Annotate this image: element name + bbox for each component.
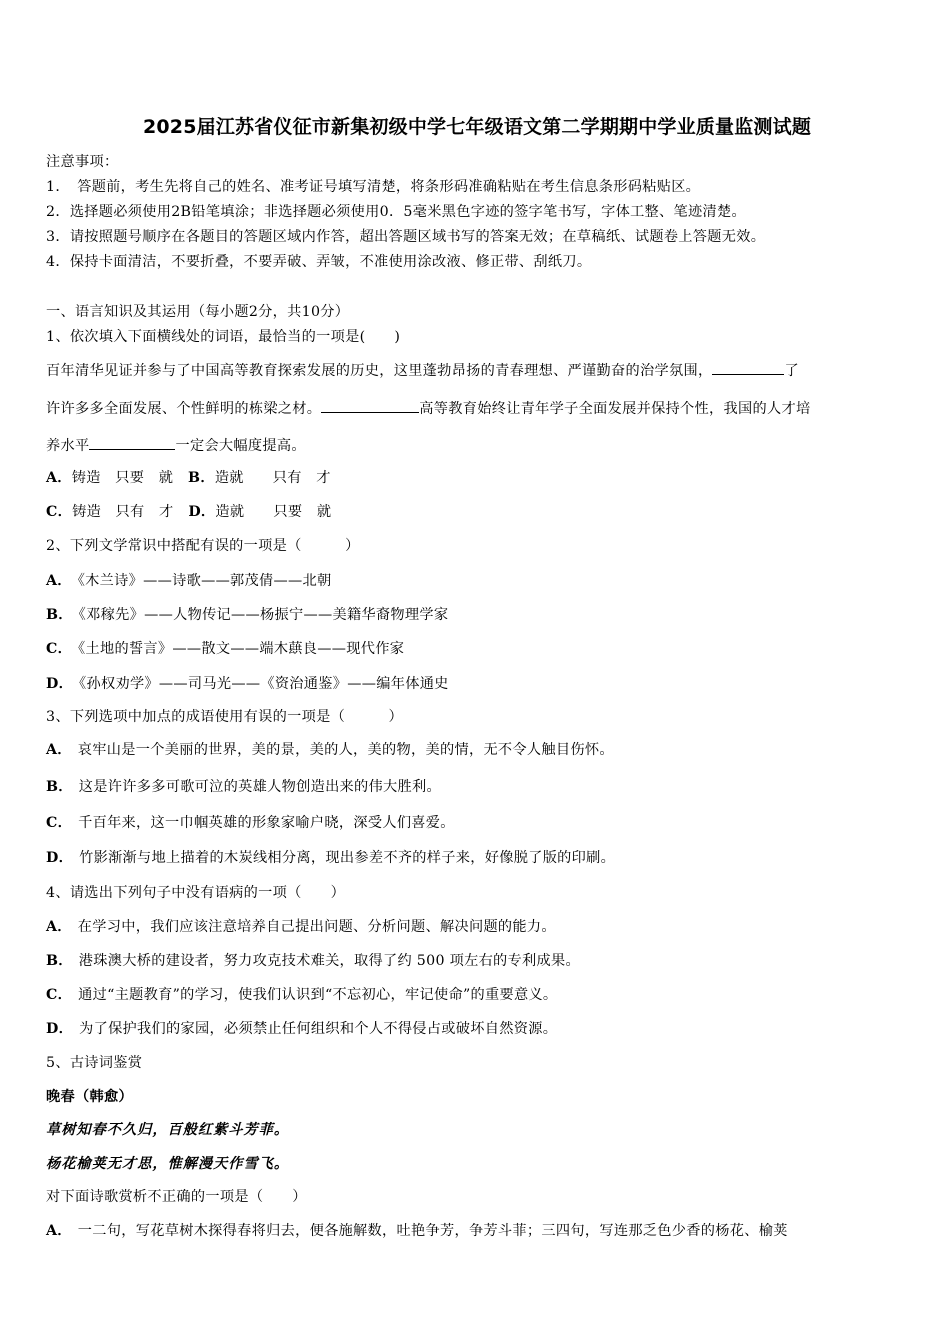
option-label: B． [46, 779, 73, 795]
question-4-option-c [46, 985, 557, 1005]
question-2-option-d [46, 674, 449, 694]
option-label: C． [46, 987, 73, 1003]
blank-2 [321, 398, 419, 413]
option-text: 为了保护我们的家园，必须禁止任何组织和个人不得侵占或破坏自然资源。 [79, 1021, 558, 1037]
option-label: D． [46, 850, 74, 866]
question-3-option-d [46, 848, 615, 868]
option-text: 《孙权劝学》——司马光——《资治通鉴》——编年体通史 [79, 676, 449, 692]
passage-text: 一定会大幅度提高。 [175, 438, 306, 454]
option-text: 造就 只有 才 [214, 470, 331, 486]
question-4-stem: 4、请选出下列句子中没有语病的一项（ ） [46, 885, 346, 901]
poem-line-1: 草树知春不久归，百般红紫斗芳菲。 [46, 1122, 290, 1138]
passage-text: 养水平 [46, 438, 90, 454]
question-5-stem: 5、古诗词鉴赏 [46, 1055, 143, 1071]
option-label: C． [46, 641, 73, 657]
option-text: 竹影渐渐与地上描着的木炭线相分离，现出参差不齐的样子来，好像脱了版的印刷。 [79, 850, 616, 866]
question-3-stem: 3、下列选项中加点的成语使用有误的一项是（ ） [46, 709, 404, 725]
question-3-option-b [46, 777, 441, 797]
notice-item-4: 4．保持卡面清洁，不要折叠，不要弄破、弄皱，不准使用涂改液、修正带、刮纸刀。 [46, 254, 592, 270]
option-text: 一二句，写花草树木探得春将归去，便各施解数，吐艳争芳，争芳斗菲；三四句，写连那乏色少香的杨花、榆荚 [77, 1223, 788, 1239]
question-2-option-b [46, 605, 448, 625]
notice-heading: 注意事项： [46, 154, 119, 170]
option-label: B． [46, 953, 73, 969]
question-1-passage-line-2 [46, 398, 810, 419]
option-label: B． [46, 607, 73, 623]
passage-text: 了 [784, 363, 799, 379]
passage-text: 许许多多全面发展、个性鲜明的栋梁之材。 [46, 401, 322, 417]
question-3-option-c [46, 813, 455, 833]
question-3-option-a [46, 740, 614, 760]
notice-item-1: 1． 答题前，考生先将自己的姓名、准考证号填写清楚，将条形码准确粘贴在考生信息条形码粘贴区。 [46, 179, 701, 195]
question-4-option-a [46, 917, 556, 937]
option-label: D． [188, 504, 216, 520]
option-label: B． [188, 470, 215, 486]
option-label: D． [46, 676, 74, 692]
question-2-option-a [46, 571, 331, 591]
option-label: A． [46, 573, 72, 589]
question-1-passage-line-3 [46, 435, 306, 456]
option-text: 《土地的誓言》——散文——端木蕻良——现代作家 [78, 641, 405, 657]
question-4-option-b [46, 951, 580, 971]
question-2-stem: 2、下列文学常识中搭配有误的一项是（ ） [46, 538, 360, 554]
option-text: 千百年来，这一巾帼英雄的形象家喻户晓，深受人们喜爱。 [78, 815, 455, 831]
option-label: A． [46, 470, 72, 486]
poem-title: 晚春（韩愈） [46, 1089, 133, 1105]
option-text: 铸造 只要 就 [71, 470, 174, 486]
option-label: A． [46, 1223, 72, 1239]
passage-text: 高等教育始终让青年学子全面发展并保持个性，我国的人才培 [419, 401, 811, 417]
option-text: 通过“主题教育”的学习，使我们认识到“不忘初心，牢记使命”的重要意义。 [78, 987, 558, 1003]
option-text: 《木兰诗》——诗歌——郭茂倩——北朝 [77, 573, 332, 589]
question-1-options-ab [46, 468, 331, 488]
section-heading: 一、语言知识及其运用（每小题2分，共10分） [46, 304, 350, 320]
option-text: 铸造 只有 才 [72, 504, 174, 520]
question-2-option-c [46, 639, 404, 659]
notice-item-2: 2．选择题必须使用2B铅笔填涂；非选择题必须使用0．5毫米黑色字迹的签字笔书写，字体工整、笔迹清楚。 [46, 204, 746, 220]
question-1-options-cd [46, 502, 331, 522]
question-5-option-a [46, 1221, 788, 1241]
notice-item-3: 3．请按照题号顺序在各题目的答题区域内作答，超出答题区域书写的答案无效；在草稿纸、试题卷上答题无效。 [46, 229, 766, 245]
question-4-option-d [46, 1019, 557, 1039]
passage-text: 百年清华见证并参与了中国高等教育探索发展的历史，这里蓬勃昂扬的青春理想、严谨勤奋的治学氛围， [46, 363, 713, 379]
question-1-stem: 1、依次填入下面横线处的词语，最恰当的一项是( ) [46, 329, 401, 345]
option-label: A． [46, 742, 72, 758]
option-text: 哀牢山是一个美丽的世界，美的景，美的人，美的物，美的情，无不令人触目伤怀。 [77, 742, 614, 758]
blank-3 [89, 435, 175, 450]
option-label: A． [46, 919, 72, 935]
option-label: C． [46, 504, 73, 520]
question-5-prompt: 对下面诗歌赏析不正确的一项是（ ） [46, 1189, 307, 1205]
option-text: 港珠澳大桥的建设者，努力攻克技术难关，取得了约 500 项左右的专利成果。 [78, 953, 580, 969]
option-text: 《邓稼先》——人物传记——杨振宁——美籍华裔物理学家 [78, 607, 449, 623]
blank-1 [712, 360, 784, 375]
page-title: 2025届江苏省仪征市新集初级中学七年级语文第二学期期中学业质量监测试题 [142, 116, 812, 138]
option-text: 在学习中，我们应该注意培养自己提出问题、分析问题、解决问题的能力。 [77, 919, 556, 935]
option-label: C． [46, 815, 73, 831]
poem-line-2: 杨花榆荚无才思，惟解漫天作雪飞。 [46, 1156, 290, 1172]
option-label: D． [46, 1021, 74, 1037]
option-text: 造就 只要 就 [215, 504, 332, 520]
question-1-passage-line-1 [46, 360, 799, 381]
option-text: 这是许许多多可歌可泣的英雄人物创造出来的伟大胜利。 [78, 779, 441, 795]
